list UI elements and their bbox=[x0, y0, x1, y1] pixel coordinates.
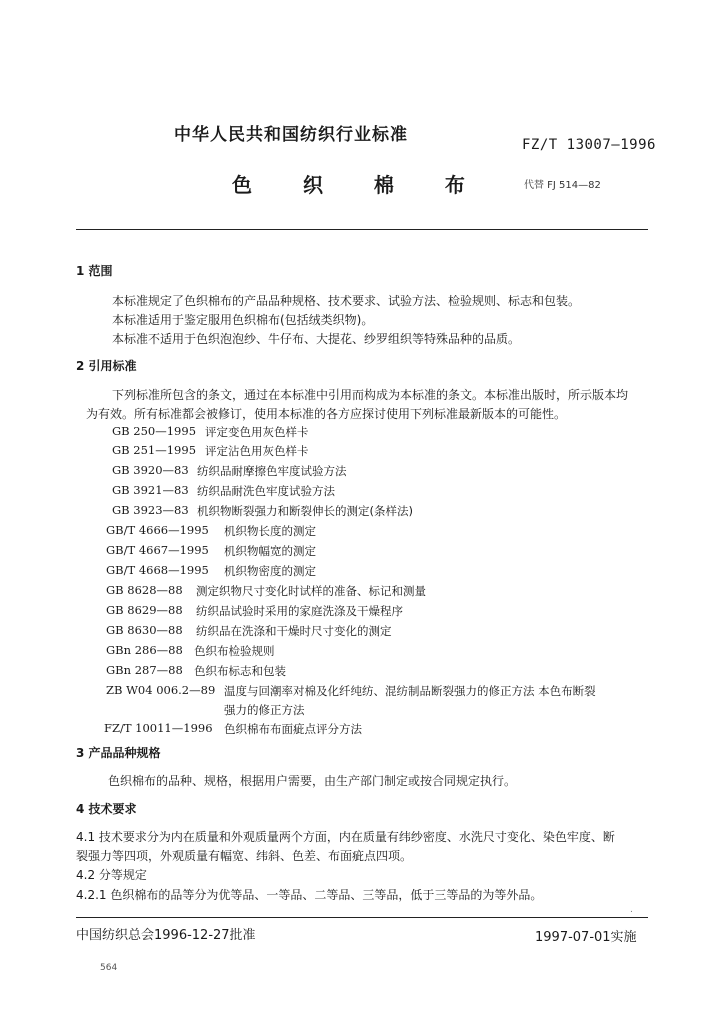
section-2-intro-line: 为有效。所有标准都会被修订，使用本标准的各方应探讨使用下列标准最新版本的可能性。 bbox=[86, 407, 567, 421]
ref-name: 色织布标志和包装 bbox=[194, 664, 286, 678]
section-1-line: 本标准适用于鉴定服用色织棉布(包括绒类织物)。 bbox=[112, 313, 374, 327]
footer-divider bbox=[76, 917, 648, 918]
ref-name: 纺织品试验时采用的家庭洗涤及干燥程序 bbox=[196, 604, 403, 618]
ref-name: 机织物断裂强力和断裂伸长的测定(条样法) bbox=[197, 504, 413, 518]
section-4-heading: 4 技术要求 bbox=[76, 802, 137, 816]
ref-name-continued: 强力的修正方法 bbox=[224, 703, 305, 717]
ref-code: GB/T 4666—1995 bbox=[106, 523, 209, 537]
ref-code: GB 3923—83 bbox=[112, 503, 189, 517]
ref-name: 机织物密度的测定 bbox=[224, 564, 316, 578]
ref-code: GB/T 4668—1995 bbox=[106, 563, 209, 577]
section-3-line: 色织棉布的品种、规格，根据用户需要，由生产部门制定或按合同规定执行。 bbox=[108, 774, 517, 788]
ref-code: GBn 286—88 bbox=[106, 643, 183, 657]
issuing-body: 中华人民共和国纺织行业标准 bbox=[174, 125, 408, 145]
replaces-note: 代替 FJ 514—82 bbox=[524, 180, 601, 191]
ref-code: GB 8630—88 bbox=[106, 623, 183, 637]
clause-4-1-line: 4.1 技术要求分为内在质量和外观质量两个方面，内在质量有纬纱密度、水洗尺寸变化、染色牢度、断 bbox=[76, 830, 615, 844]
ref-code: ZB W04 006.2—89 bbox=[106, 683, 216, 697]
ref-code: FZ/T 10011—1996 bbox=[104, 721, 213, 735]
section-2-intro-line: 下列标准所包含的条文，通过在本标准中引用而构成为本标准的条文。本标准出版时，所示版本均 bbox=[112, 388, 629, 402]
section-1-line: 本标准规定了色织棉布的产品品种规格、技术要求、试验方法、检验规则、标志和包装。 bbox=[112, 294, 581, 308]
header-divider bbox=[76, 229, 648, 230]
ref-code: GBn 287—88 bbox=[106, 663, 183, 677]
section-1-heading: 1 范围 bbox=[76, 264, 113, 278]
ref-code: GB 250—1995 bbox=[112, 424, 197, 438]
ref-name: 纺织品耐洗色牢度试验方法 bbox=[197, 484, 335, 498]
ref-code: GB 251—1995 bbox=[112, 443, 197, 457]
ref-name: 评定变色用灰色样卡 bbox=[205, 425, 309, 439]
ref-name: 评定沾色用灰色样卡 bbox=[205, 444, 309, 458]
ref-code: GB 8629—88 bbox=[106, 603, 183, 617]
clause-4-1-line: 裂强力等四项，外观质量有幅宽、纬斜、色差、布面疵点四项。 bbox=[76, 849, 413, 863]
ref-code: GB 8628—88 bbox=[106, 583, 183, 597]
scan-mark: . bbox=[630, 905, 633, 915]
document-title: 色 织 棉 布 bbox=[232, 173, 487, 197]
ref-name: 色织布检验规则 bbox=[194, 644, 275, 658]
ref-code: GB/T 4667—1995 bbox=[106, 543, 209, 557]
ref-code: GB 3920—83 bbox=[112, 463, 189, 477]
approval-date: 中国纺织总会1996-12-27批准 bbox=[76, 928, 256, 943]
ref-name: 机织物幅宽的测定 bbox=[224, 544, 316, 558]
section-3-heading: 3 产品品种规格 bbox=[76, 746, 161, 760]
section-2-heading: 2 引用标准 bbox=[76, 359, 137, 373]
clause-4-2-1-line: 4.2.1 色织棉布的品等分为优等品、一等品、二等品、三等品，低于三等品的为等外品。 bbox=[76, 888, 543, 902]
section-1-line: 本标准不适用于色织泡泡纱、牛仔布、大提花、纱罗组织等特殊品种的品质。 bbox=[112, 332, 521, 346]
ref-code: GB 3921—83 bbox=[112, 483, 189, 497]
ref-name: 纺织品在洗涤和干燥时尺寸变化的测定 bbox=[196, 624, 392, 638]
ref-name: 测定织物尺寸变化时试样的准备、标记和测量 bbox=[196, 584, 426, 598]
clause-4-2-heading: 4.2 分等规定 bbox=[76, 868, 147, 882]
page-number: 564 bbox=[100, 963, 118, 973]
ref-name: 温度与回潮率对棉及化纤纯纺、混纺制品断裂强力的修正方法 本色布断裂 bbox=[224, 684, 596, 698]
ref-name: 色织棉布布面疵点评分方法 bbox=[224, 722, 362, 736]
standard-code: FZ/T 13007—1996 bbox=[522, 137, 656, 153]
ref-name: 机织物长度的测定 bbox=[224, 524, 316, 538]
effective-date: 1997-07-01实施 bbox=[535, 930, 637, 945]
ref-name: 纺织品耐摩擦色牢度试验方法 bbox=[197, 464, 347, 478]
